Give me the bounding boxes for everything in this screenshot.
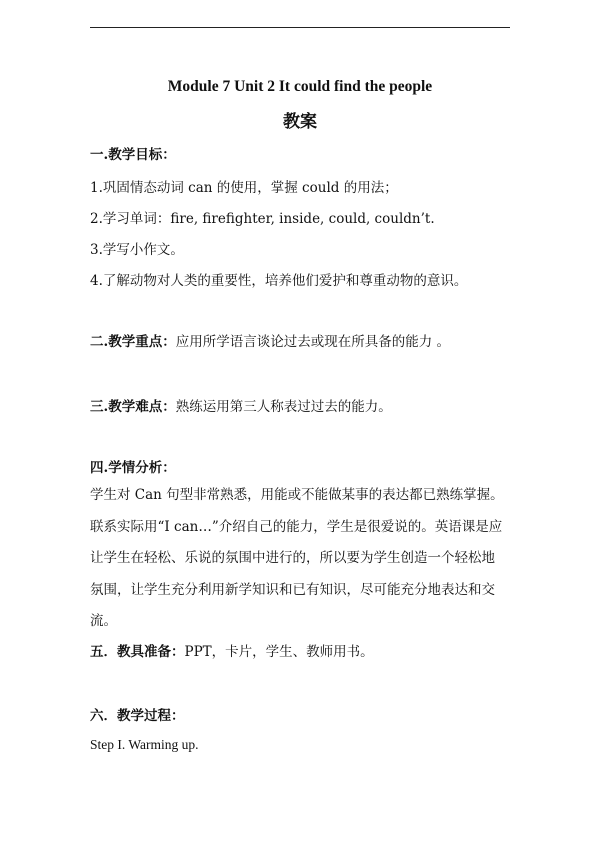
materials-heading: 五．教具准备： xyxy=(90,644,185,660)
analysis-heading: 四.学情分析： xyxy=(90,460,176,476)
process-step-1: Step I. Warming up. xyxy=(90,737,199,752)
difficulties-row xyxy=(90,395,392,415)
analysis-line-1: 学生对 Can 句型非常熟悉，用能或不能做某事的表达都已熟练掌握。 xyxy=(90,487,504,503)
objective-item-4: 4.了解动物对人类的重要性，培养他们爱护和尊重动物的意识。 xyxy=(90,273,468,289)
objective-item-1: 1.巩固情态动词 can 的使用，掌握 could 的用法； xyxy=(90,180,398,196)
analysis-line-4: 氛围，让学生充分利用新学知识和已有知识，尽可能充分地表达和交 xyxy=(90,581,495,598)
header-rule xyxy=(90,27,510,28)
key-points-row xyxy=(90,330,450,350)
analysis-line-5: 流。 xyxy=(90,613,117,629)
analysis-line-3: 让学生在轻松、乐说的氛围中进行的，所以要为学生创造一个轻松地 xyxy=(90,550,495,566)
document-subtitle: 教案 xyxy=(283,112,317,132)
key-points-heading: 二.教学重点： xyxy=(90,334,176,350)
materials-row xyxy=(90,640,374,660)
analysis-paragraph xyxy=(90,484,520,642)
objective-item-2: 2.学习单词：fire, firefighter, inside, could, couldn’t. xyxy=(90,211,435,227)
analysis-line-2: 联系实际用“I can…”介绍自己的能力，学生是很爱说的。英语课是应 xyxy=(90,518,503,535)
key-points-text: 应用所学语言谈论过去或现在所具备的能力 。 xyxy=(175,334,450,350)
materials-text: PPT，卡片，学生、教师用书。 xyxy=(184,644,374,660)
process-heading: 六．教学过程： xyxy=(90,708,185,724)
difficulties-heading: 三.教学难点： xyxy=(90,399,176,415)
document-title: Module 7 Unit 2 It could find the people xyxy=(167,78,433,95)
objective-item-3: 3.学写小作文。 xyxy=(90,242,184,258)
objectives-heading: 一.教学目标： xyxy=(90,147,176,163)
difficulties-text: 熟练运用第三人称表过过去的能力。 xyxy=(175,399,392,415)
